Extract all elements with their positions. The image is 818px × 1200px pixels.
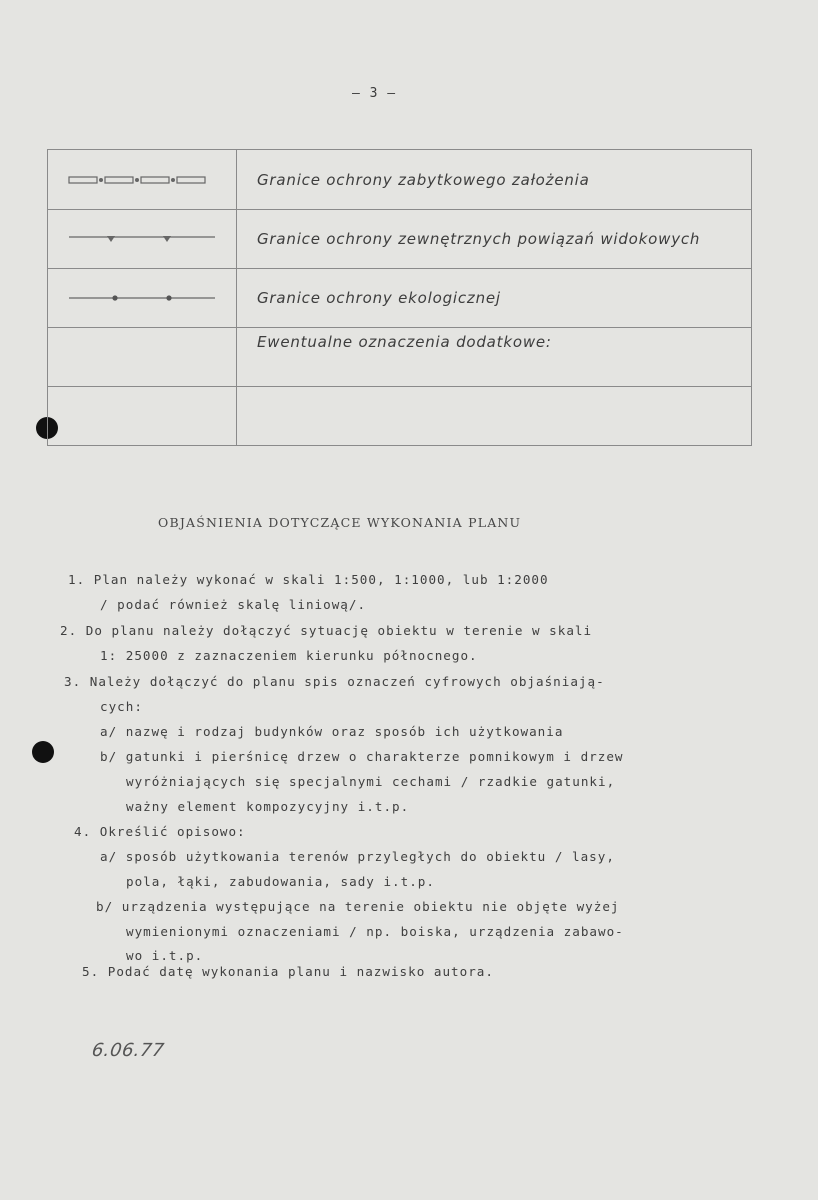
line-with-triangles-icon	[67, 233, 217, 245]
legend-row	[48, 269, 752, 328]
punch-hole	[32, 741, 54, 763]
line-with-dots-icon	[67, 292, 217, 304]
note-line: wyróżniających się specjalnymi cechami / rzadkie gatunki,	[126, 774, 616, 789]
legend-symbol-cell	[48, 269, 237, 328]
legend-row	[48, 328, 752, 387]
handwritten-date: 6.06.77	[90, 1040, 166, 1061]
legend-symbol-cell	[48, 210, 237, 269]
section-heading: OBJAŚNIENIA DOTYCZĄCE WYKONANIA PLANU	[158, 515, 522, 530]
legend-symbol-cell	[48, 387, 237, 446]
note-line: 1: 25000 z zaznaczeniem kierunku północnego.	[100, 648, 478, 663]
note-line: 4. Określić opisowo:	[74, 824, 246, 839]
note-line: cych:	[100, 699, 143, 714]
note-line: 1. Plan należy wykonać w skali 1:500, 1:1000, lub 1:2000	[68, 572, 549, 587]
page-number: – 3 –	[352, 86, 397, 101]
note-line: 5. Podać datę wykonania planu i nazwisko autora.	[82, 964, 494, 979]
legend-symbol-cell	[48, 328, 237, 387]
note-line: 3. Należy dołączyć do planu spis oznaczeń cyfrowych objaśniają-	[64, 674, 605, 689]
note-line: a/ sposób użytkowania terenów przyległych do obiektu / lasy,	[100, 849, 615, 864]
legend-table	[47, 149, 752, 446]
legend-row	[48, 210, 752, 269]
note-line: wymienionymi oznaczeniami / np. boiska, urządzenia zabawo-	[126, 924, 624, 939]
note-line: pola, łąki, zabudowania, sady i.t.p.	[126, 874, 435, 889]
note-line: ważny element kompozycyjny i.t.p.	[126, 799, 410, 814]
dashed-block-line-icon	[67, 175, 217, 185]
legend-row	[48, 150, 752, 210]
note-line: b/ urządzenia występujące na terenie obiektu nie objęte wyżej	[96, 899, 620, 914]
note-line: 2. Do planu należy dołączyć sytuację obiektu w terenie w skali	[60, 623, 593, 638]
legend-label: Ewentualne oznaczenia dodatkowe:	[237, 328, 752, 387]
note-line: wo i.t.p.	[126, 948, 204, 963]
legend-label: Granice ochrony ekologicznej	[237, 269, 752, 328]
legend-label: Granice ochrony zewnętrznych powiązań widokowych	[237, 210, 752, 269]
note-line: b/ gatunki i pierśnicę drzew o charakterze pomnikowym i drzew	[100, 749, 624, 764]
legend-symbol-cell	[48, 150, 237, 210]
note-line: a/ nazwę i rodzaj budynków oraz sposób ich użytkowania	[100, 724, 564, 739]
legend-label	[237, 387, 752, 446]
legend-label: Granice ochrony zabytkowego założenia	[237, 150, 752, 210]
legend-row	[48, 387, 752, 446]
note-line: / podać również skalę liniową/.	[100, 597, 367, 612]
